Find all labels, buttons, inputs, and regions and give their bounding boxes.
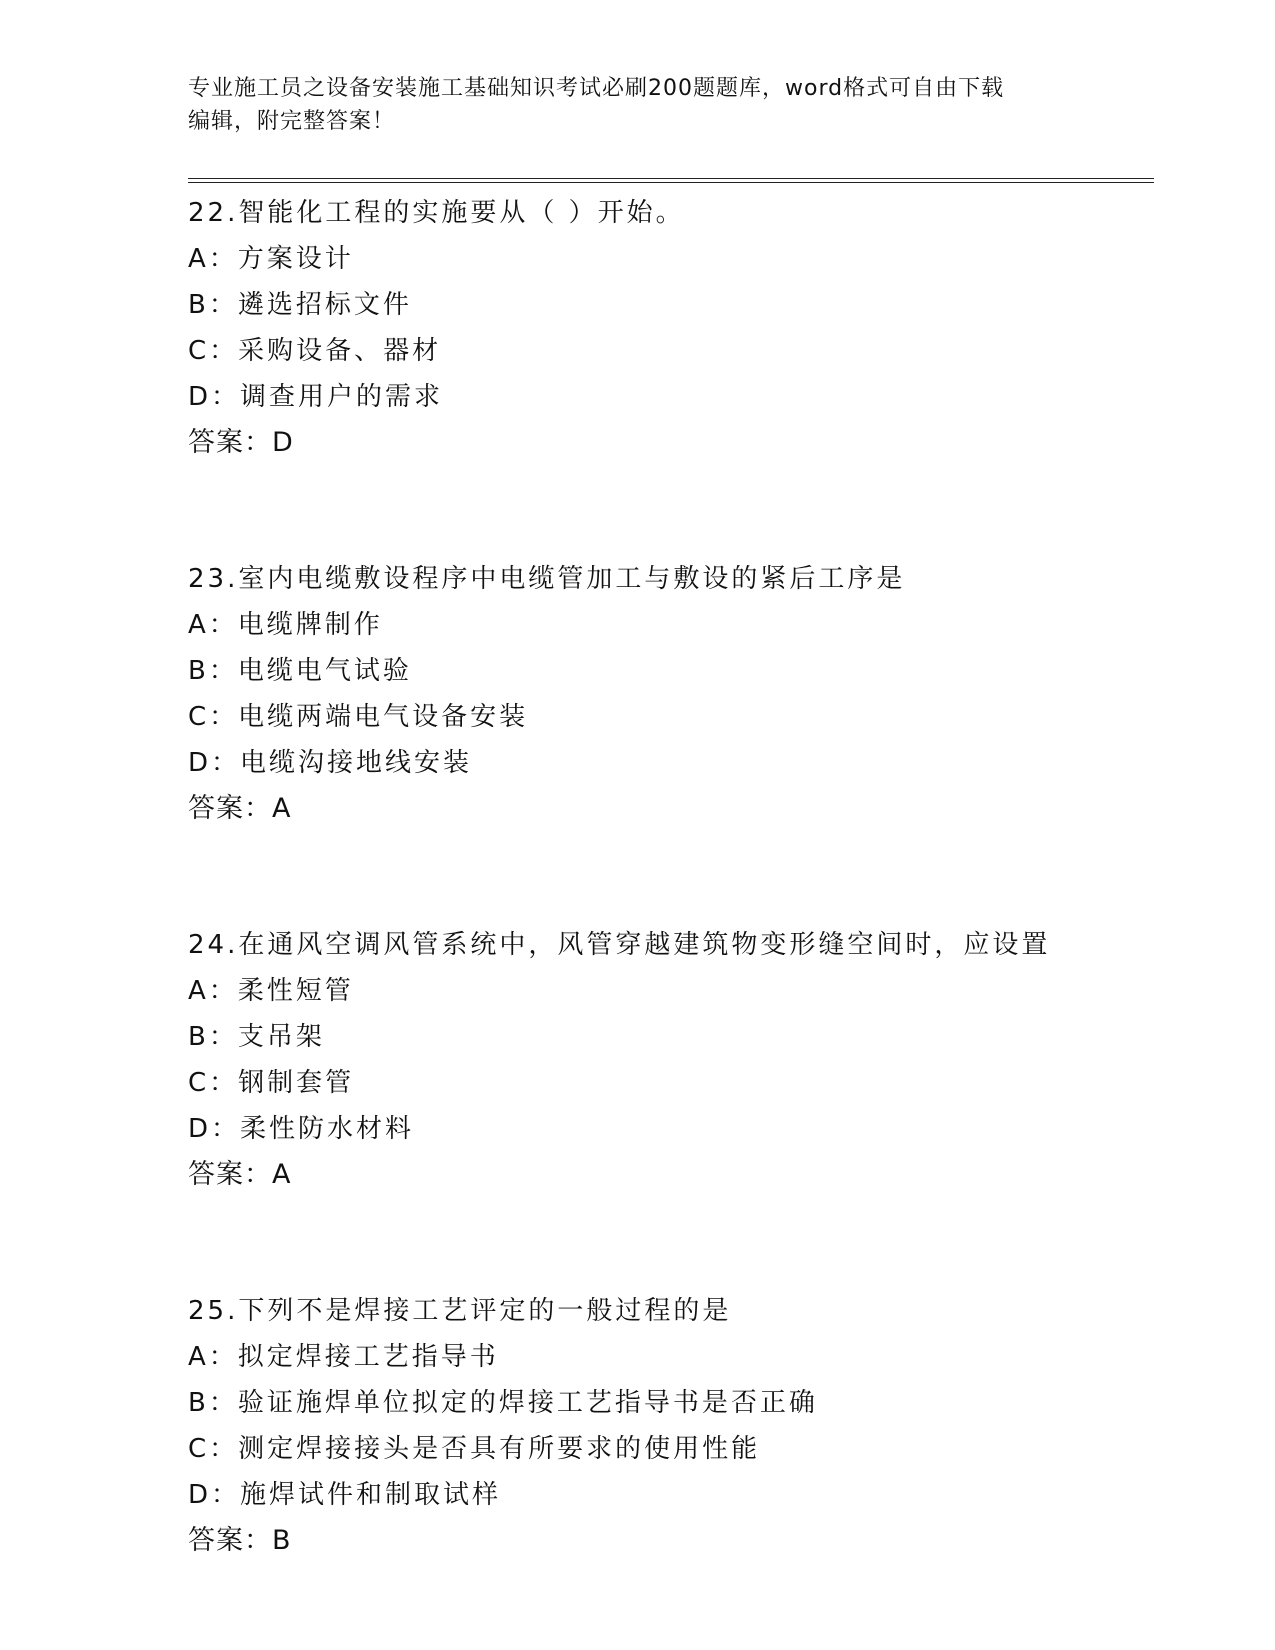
option-b: B：验证施焊单位拟定的焊接工艺指导书是否正确 (188, 1388, 818, 1418)
question-stem: 25.下列不是焊接工艺评定的一般过程的是 (188, 1296, 732, 1326)
option-d: D：电缆沟接地线安装 (188, 748, 473, 778)
answer-label: 答案：D (188, 427, 294, 458)
question-spacer (188, 466, 1154, 556)
header-line-2: 编辑，附完整答案！ (188, 109, 396, 134)
option-b: B：遴选招标文件 (188, 290, 412, 320)
option-d: D：施焊试件和制取试样 (188, 1480, 502, 1510)
question-stem: 22.智能化工程的实施要从（ ）开始。 (188, 198, 685, 228)
option-b: B：支吊架 (188, 1022, 325, 1052)
option-c: C：电缆两端电气设备安装 (188, 702, 529, 732)
question-stem: 24.在通风空调风管系统中，风管穿越建筑物变形缝空间时，应设置 (188, 930, 1051, 960)
answer-label: 答案：B (188, 1525, 292, 1556)
answer-label: 答案：A (188, 793, 292, 824)
question-list (188, 190, 1154, 1564)
option-a: A：柔性短管 (188, 976, 354, 1006)
option-a: A：拟定焊接工艺指导书 (188, 1342, 499, 1372)
question-22 (188, 190, 1154, 466)
question-spacer (188, 832, 1154, 922)
header-line-1: 专业施工员之设备安装施工基础知识考试必刷200题题库，word格式可自由下载 (188, 76, 1005, 101)
option-b: B：电缆电气试验 (188, 656, 412, 686)
question-24 (188, 922, 1154, 1198)
option-a: A：电缆牌制作 (188, 610, 383, 640)
option-c: C：钢制套管 (188, 1068, 355, 1098)
answer-label: 答案：A (188, 1159, 292, 1190)
option-c: C：测定焊接接头是否具有所要求的使用性能 (188, 1434, 761, 1464)
header-divider (188, 178, 1154, 183)
option-c: C：采购设备、器材 (188, 336, 442, 366)
option-d: D：调查用户的需求 (188, 382, 444, 412)
option-d: D：柔性防水材料 (188, 1114, 415, 1144)
question-spacer (188, 1198, 1154, 1288)
question-stem: 23.室内电缆敷设程序中电缆管加工与敷设的紧后工序是 (188, 564, 906, 594)
question-25 (188, 1288, 1154, 1564)
option-a: A：方案设计 (188, 244, 354, 274)
question-23 (188, 556, 1154, 832)
document-header (188, 72, 1068, 138)
